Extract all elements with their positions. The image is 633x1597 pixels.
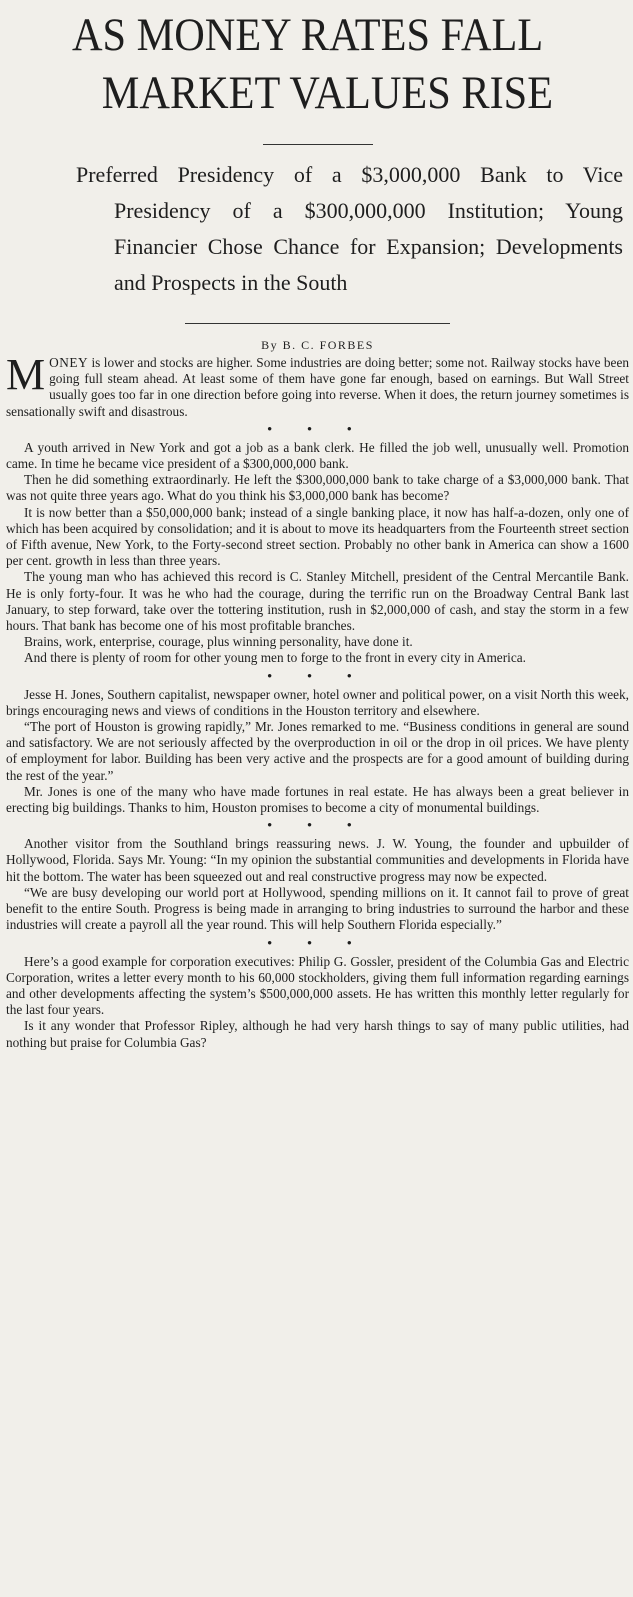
headline-line-1: AS MONEY RATES FALL (71, 9, 544, 61)
section-separator: • • • (267, 667, 368, 683)
article-body (6, 350, 629, 1051)
paragraph: Brains, work, enterprise, courage, plus winning personality, have done it. (24, 634, 413, 650)
byline: By B. C. FORBES (261, 338, 374, 352)
paragraph: Here’s a good example for corporation executives: Philip G. Gossler, president of the Columbia Gas and Electric Corporation, writes a letter every month to his 60,000 stockholders, giving them full information regarding earnings and other developments affecting the system’s $500,000,000 assets. He has written this monthly letter regularly for the last four years. (6, 953, 629, 1018)
paragraph: A youth arrived in New York and got a job as a bank clerk. He filled the job well, unusually well. Promotion came. In time he became vice president of a $300,000,000 bank. (6, 439, 629, 472)
paragraph: “We are busy developing our world port at Hollywood, spending millions on it. It cannot fail to prove of great benefit to the entire South. Progress is being made in arranging to bring industries to surround the harbor and these industries will create a payroll all the year round. This will help Southern Florida especially.” (6, 884, 629, 933)
lead-text: is lower and stocks are higher. Some industries are doing better; some not. Railway stocks have been going full steam ahead. At least some of them have gone far enough, based on earnings. But Wall Street usually goes too far in one direction before going into reverse. When it does, the return journey sometimes is sensationally swift and disastrous. (6, 355, 629, 419)
drop-cap: M (6, 350, 46, 399)
paragraph: Is it any wonder that Professor Ripley, although he had very harsh things to say of many public utilities, had nothing but praise for Columbia Gas? (6, 1018, 629, 1050)
lead-paragraph (6, 350, 629, 420)
section-separator: • • • (267, 420, 368, 436)
paragraph: And there is plenty of room for other young men to forge to the front in every city in America. (24, 650, 526, 666)
lead-first-word: ONEY (49, 355, 89, 370)
section-separator: • • • (267, 934, 368, 950)
paragraph: “The port of Houston is growing rapidly,” Mr. Jones remarked to me. “Business conditions in general are sound and satisfactory. We are not seriously affected by the overproduction in oil or the drop in oil prices. We have plenty of employment for labor. Building has been very active and the prospects are for a good amount of building during the rest of the year.” (6, 719, 629, 783)
paragraph: Another visitor from the Southland brings reassuring news. J. W. Young, the founder and upbuilder of Hollywood, Florida. Says Mr. Young: “In my opinion the substantial communities and developments in Florida have hit the bottom. The water has been squeezed out and real constructive progress may now be expected. (6, 836, 629, 884)
headline-divider (263, 144, 373, 145)
headline (37, 0, 598, 122)
paragraph: Mr. Jones is one of the many who have made fortunes in real estate. He has always been a great believer in erecting big buildings. Thanks to him, Houston promises to become a city of monumental buildings. (6, 783, 629, 816)
paragraph: Jesse H. Jones, Southern capitalist, newspaper owner, hotel owner and political power, on a visit North this week, brings encouraging news and views of conditions in the Houston territory and elsewhere. (6, 686, 629, 718)
paragraph: It is now better than a $50,000,000 bank; instead of a single banking place, it now has half-a-dozen, only one of which has been acquired by consolidation; and it is about to move its headquarters from the Fourteenth street section of Fifth avenue, New York, to the Forty-second street section. Probably no other bank in America can show a 1600 per cent. growth in less than three years. (6, 504, 629, 569)
paragraph: Then he did something extraordinarly. He left the $300,000,000 bank to take charge of a $3,000,000 bank. That was not quite three years ago. What do you think his $3,000,000 bank has become? (6, 472, 629, 504)
section-separator: • • • (267, 817, 368, 833)
paragraph: The young man who has achieved this record is C. Stanley Mitchell, president of the Central Mercantile Bank. He is only forty-four. It was he who had the courage, during the terrific run on the Broadway Central Bank last January, to step forward, take over the tottering institution, rush in $2,000,000 of cash, and stay the storm in a few hours. That bank has become one of his most profitable branches. (6, 569, 629, 634)
headline-line-2: MARKET VALUES RISE (101, 67, 554, 119)
subheadline-deck: Preferred Presidency of a $3,000,000 Bank to Vice Presidency of a $300,000,000 Institution; Young Financier Chose Chance for Expansion; Developments and Prospects in the South (76, 162, 623, 295)
deck-divider (185, 323, 450, 324)
